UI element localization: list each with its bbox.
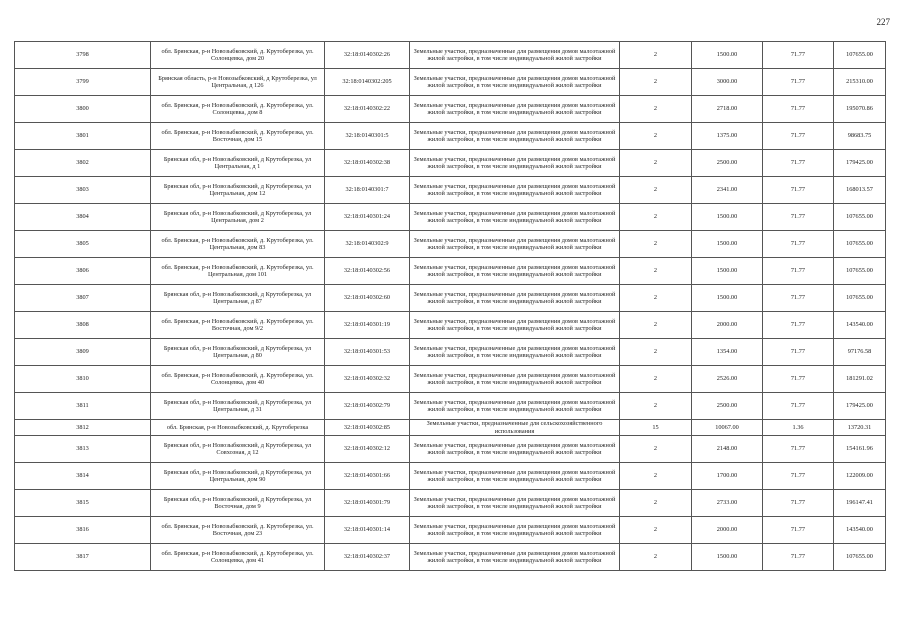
specific-value-cell: 71.77 (763, 204, 834, 231)
address-cell: Брянская обл, р-н Новозыбковский, д Крутоберезка, ул Центральная, дом 12 (151, 177, 325, 204)
record-number: 3816 (15, 517, 151, 544)
area-cell: 1500.00 (692, 42, 763, 69)
group-code: 2 (620, 96, 692, 123)
area-cell: 1500.00 (692, 285, 763, 312)
specific-value-cell: 71.77 (763, 366, 834, 393)
record-number: 3798 (15, 42, 151, 69)
group-code: 2 (620, 285, 692, 312)
cadastral-value-cell: 107655.00 (834, 285, 886, 312)
address-cell: обл. Брянская, р-н Новозыбковский, д. Крутоберезка, ул. Центральная, дом 83 (151, 231, 325, 258)
record-number: 3799 (15, 69, 151, 96)
area-cell: 1375.00 (692, 123, 763, 150)
land-use-category: Земельные участки, предназначенные для размещения домов малоэтажной жилой застройки, в том числе индивидуальной жилой застройки (410, 393, 620, 420)
area-cell: 1500.00 (692, 231, 763, 258)
group-code: 2 (620, 544, 692, 571)
group-code: 2 (620, 69, 692, 96)
land-use-category: Земельные участки, предназначенные для размещения домов малоэтажной жилой застройки, в том числе индивидуальной жилой застройки (410, 436, 620, 463)
land-use-category: Земельные участки, предназначенные для размещения домов малоэтажной жилой застройки, в том числе индивидуальной жилой застройки (410, 96, 620, 123)
area-cell: 10067.00 (692, 420, 763, 436)
land-use-category: Земельные участки, предназначенные для размещения домов малоэтажной жилой застройки, в том числе индивидуальной жилой застройки (410, 258, 620, 285)
address-cell: Брянская обл, р-н Новозыбковский, д Крутоберезка, ул Совхозная, д 12 (151, 436, 325, 463)
record-number: 3811 (15, 393, 151, 420)
record-number: 3814 (15, 463, 151, 490)
table-row (15, 42, 886, 69)
record-number: 3807 (15, 285, 151, 312)
specific-value-cell: 71.77 (763, 544, 834, 571)
cadastral-number: 32:18:0140301:14 (325, 517, 410, 544)
cadastral-value-cell: 98683.75 (834, 123, 886, 150)
table-row (15, 463, 886, 490)
area-cell: 1700.00 (692, 463, 763, 490)
cadastral-value-cell: 97176.58 (834, 339, 886, 366)
cadastral-number: 32:18:0140301:79 (325, 490, 410, 517)
land-use-category: Земельные участки, предназначенные для размещения домов малоэтажной жилой застройки, в том числе индивидуальной жилой застройки (410, 177, 620, 204)
table-row (15, 150, 886, 177)
specific-value-cell: 71.77 (763, 231, 834, 258)
land-use-category: Земельные участки, предназначенные для размещения домов малоэтажной жилой застройки, в том числе индивидуальной жилой застройки (410, 312, 620, 339)
address-cell: Брянская обл, р-н Новозыбковский, д Крутоберезка, ул Восточная, дом 9 (151, 490, 325, 517)
area-cell: 2500.00 (692, 393, 763, 420)
cadastral-value-cell: 215310.00 (834, 69, 886, 96)
area-cell: 2148.00 (692, 436, 763, 463)
cadastral-value-cell: 179425.00 (834, 150, 886, 177)
record-number: 3801 (15, 123, 151, 150)
land-use-category: Земельные участки, предназначенные для размещения домов малоэтажной жилой застройки, в том числе индивидуальной жилой застройки (410, 231, 620, 258)
specific-value-cell: 71.77 (763, 285, 834, 312)
cadastral-number: 32:18:0140302:79 (325, 393, 410, 420)
cadastral-value-cell: 154161.96 (834, 436, 886, 463)
table-row (15, 258, 886, 285)
land-use-category: Земельные участки, предназначенные для размещения домов малоэтажной жилой застройки, в том числе индивидуальной жилой застройки (410, 150, 620, 177)
table-row (15, 231, 886, 258)
cadastral-number: 32:18:0140301:7 (325, 177, 410, 204)
table-row (15, 366, 886, 393)
specific-value-cell: 71.77 (763, 258, 834, 285)
group-code: 2 (620, 150, 692, 177)
area-cell: 2000.00 (692, 517, 763, 544)
land-use-category: Земельные участки, предназначенные для размещения домов малоэтажной жилой застройки, в том числе индивидуальной жилой застройки (410, 42, 620, 69)
area-cell: 1354.00 (692, 339, 763, 366)
address-cell: обл. Брянская, р-н Новозыбковский, д. Крутоберезка, ул. Солонцевка, дом 20 (151, 42, 325, 69)
specific-value-cell: 71.77 (763, 96, 834, 123)
cadastral-number: 32:18:0140302:37 (325, 544, 410, 571)
record-number: 3804 (15, 204, 151, 231)
table-row (15, 544, 886, 571)
group-code: 2 (620, 339, 692, 366)
record-number: 3808 (15, 312, 151, 339)
area-cell: 2526.00 (692, 366, 763, 393)
area-cell: 2000.00 (692, 312, 763, 339)
address-cell: Брянская обл, р-н Новозыбковский, д Крутоберезка, ул Центральная, д 1 (151, 150, 325, 177)
cadastral-value-cell: 143540.00 (834, 517, 886, 544)
record-number: 3803 (15, 177, 151, 204)
group-code: 2 (620, 231, 692, 258)
address-cell: обл. Брянская, р-н Новозыбковский, д. Крутоберезка, ул. Солонцевка, дом 41 (151, 544, 325, 571)
group-code: 2 (620, 123, 692, 150)
group-code: 2 (620, 490, 692, 517)
land-use-category: Земельные участки, предназначенные для размещения домов малоэтажной жилой застройки, в том числе индивидуальной жилой застройки (410, 285, 620, 312)
table-row (15, 177, 886, 204)
record-number: 3810 (15, 366, 151, 393)
cadastral-number: 32:18:0140301:53 (325, 339, 410, 366)
cadastral-number: 32:18:0140302:32 (325, 366, 410, 393)
table-row (15, 312, 886, 339)
record-number: 3805 (15, 231, 151, 258)
cadastral-value-cell: 13720.31 (834, 420, 886, 436)
address-cell: Брянская обл, р-н Новозыбковский, д Крутоберезка, ул Центральная, д 80 (151, 339, 325, 366)
land-use-category: Земельные участки, предназначенные для сельскохозяйственного использования (410, 420, 620, 436)
cadastral-value-cell: 143540.00 (834, 312, 886, 339)
area-cell: 3000.00 (692, 69, 763, 96)
group-code: 2 (620, 366, 692, 393)
table-row (15, 436, 886, 463)
cadastral-number: 32:18:0140302:22 (325, 96, 410, 123)
address-cell: обл. Брянская, р-н Новозыбковский, д. Крутоберезка, ул. Восточная, дом 23 (151, 517, 325, 544)
record-number: 3800 (15, 96, 151, 123)
cadastral-value-cell: 181291.02 (834, 366, 886, 393)
cadastral-value-cell: 107655.00 (834, 204, 886, 231)
specific-value-cell: 71.77 (763, 177, 834, 204)
cadastral-number: 32:18:0140302:26 (325, 42, 410, 69)
area-cell: 2341.00 (692, 177, 763, 204)
address-cell: Брянская обл, р-н Новозыбковский, д Крутоберезка, ул Центральная, д 87 (151, 285, 325, 312)
cadastral-number: 32:18:0140302:60 (325, 285, 410, 312)
cadastral-number: 32:18:0140302:12 (325, 436, 410, 463)
land-registry-table (14, 41, 886, 571)
land-use-category: Земельные участки, предназначенные для размещения домов малоэтажной жилой застройки, в том числе индивидуальной жилой застройки (410, 544, 620, 571)
group-code: 2 (620, 312, 692, 339)
cadastral-value-cell: 122009.00 (834, 463, 886, 490)
cadastral-value-cell: 196147.41 (834, 490, 886, 517)
cadastral-value-cell: 195070.86 (834, 96, 886, 123)
cadastral-number: 32:18:0140302:85 (325, 420, 410, 436)
land-use-category: Земельные участки, предназначенные для размещения домов малоэтажной жилой застройки, в том числе индивидуальной жилой застройки (410, 517, 620, 544)
area-cell: 1500.00 (692, 258, 763, 285)
table-row (15, 517, 886, 544)
land-use-category: Земельные участки, предназначенные для размещения домов малоэтажной жилой застройки, в том числе индивидуальной жилой застройки (410, 69, 620, 96)
group-code: 2 (620, 42, 692, 69)
address-cell: Брянская обл, р-н Новозыбковский, д Крутоберезка, ул Центральная, дом 90 (151, 463, 325, 490)
area-cell: 1500.00 (692, 544, 763, 571)
group-code: 2 (620, 204, 692, 231)
specific-value-cell: 71.77 (763, 517, 834, 544)
address-cell: обл. Брянская, р-н Новозыбковский, д. Крутоберезка, ул. Восточная, дом 9/2 (151, 312, 325, 339)
group-code: 2 (620, 463, 692, 490)
address-cell: обл. Брянская, р-н Новозыбковский, д. Крутоберезка, ул. Солонцевка, дом 8 (151, 96, 325, 123)
specific-value-cell: 71.77 (763, 393, 834, 420)
page-number: 227 (876, 17, 890, 27)
group-code: 2 (620, 258, 692, 285)
cadastral-value-cell: 107655.00 (834, 231, 886, 258)
table-row (15, 123, 886, 150)
area-cell: 2733.00 (692, 490, 763, 517)
address-cell: Брянская область, р-н Новозыбковский, д Крутоберезка, ул Центральная, д 126 (151, 69, 325, 96)
specific-value-cell: 71.77 (763, 463, 834, 490)
record-number: 3813 (15, 436, 151, 463)
address-cell: Брянская обл, р-н Новозыбковский, д Крутоберезка, ул Центральная, д 31 (151, 393, 325, 420)
specific-value-cell: 71.77 (763, 150, 834, 177)
record-number: 3809 (15, 339, 151, 366)
cadastral-number: 32:18:0140301:24 (325, 204, 410, 231)
record-number: 3817 (15, 544, 151, 571)
cadastral-value-cell: 107655.00 (834, 42, 886, 69)
specific-value-cell: 71.77 (763, 312, 834, 339)
cadastral-number: 32:18:0140302:38 (325, 150, 410, 177)
specific-value-cell: 71.77 (763, 42, 834, 69)
record-number: 3802 (15, 150, 151, 177)
specific-value-cell: 71.77 (763, 69, 834, 96)
table-row (15, 285, 886, 312)
area-cell: 1500.00 (692, 204, 763, 231)
cadastral-number: 32:18:0140302:56 (325, 258, 410, 285)
cadastral-value-cell: 179425.00 (834, 393, 886, 420)
cadastral-value-cell: 168013.57 (834, 177, 886, 204)
land-use-category: Земельные участки, предназначенные для размещения домов малоэтажной жилой застройки, в том числе индивидуальной жилой застройки (410, 204, 620, 231)
group-code: 2 (620, 393, 692, 420)
specific-value-cell: 71.77 (763, 339, 834, 366)
specific-value-cell: 71.77 (763, 436, 834, 463)
cadastral-number: 32:18:0140301:66 (325, 463, 410, 490)
table-row (15, 393, 886, 420)
record-number: 3815 (15, 490, 151, 517)
table-row (15, 420, 886, 436)
table-row (15, 490, 886, 517)
specific-value-cell: 1.36 (763, 420, 834, 436)
cadastral-number: 32:18:0140302:205 (325, 69, 410, 96)
group-code: 15 (620, 420, 692, 436)
address-cell: обл. Брянская, р-н Новозыбковский, д. Крутоберезка, ул. Солонцевка, дом 40 (151, 366, 325, 393)
table-row (15, 339, 886, 366)
table-row (15, 204, 886, 231)
group-code: 2 (620, 436, 692, 463)
table-body (15, 42, 886, 571)
land-use-category: Земельные участки, предназначенные для размещения домов малоэтажной жилой застройки, в том числе индивидуальной жилой застройки (410, 339, 620, 366)
cadastral-value-cell: 107655.00 (834, 544, 886, 571)
group-code: 2 (620, 517, 692, 544)
group-code: 2 (620, 177, 692, 204)
address-cell: Брянская обл, р-н Новозыбковский, д Крутоберезка, ул Центральная, дом 2 (151, 204, 325, 231)
specific-value-cell: 71.77 (763, 490, 834, 517)
land-use-category: Земельные участки, предназначенные для размещения домов малоэтажной жилой застройки, в том числе индивидуальной жилой застройки (410, 366, 620, 393)
cadastral-value-cell: 107655.00 (834, 258, 886, 285)
record-number: 3806 (15, 258, 151, 285)
address-cell: обл. Брянская, р-н Новозыбковский, д. Крутоберезка, ул. Центральная, дом 101 (151, 258, 325, 285)
cadastral-number: 32:18:0140301:19 (325, 312, 410, 339)
cadastral-number: 32:18:0140301:5 (325, 123, 410, 150)
specific-value-cell: 71.77 (763, 123, 834, 150)
address-cell: обл. Брянская, р-н Новозыбковский, д. Крутоберезка (151, 420, 325, 436)
cadastral-number: 32:18:0140302:9 (325, 231, 410, 258)
table-row (15, 96, 886, 123)
land-use-category: Земельные участки, предназначенные для размещения домов малоэтажной жилой застройки, в том числе индивидуальной жилой застройки (410, 463, 620, 490)
address-cell: обл. Брянская, р-н Новозыбковский, д. Крутоберезка, ул. Восточная, дом 15 (151, 123, 325, 150)
area-cell: 2500.00 (692, 150, 763, 177)
land-use-category: Земельные участки, предназначенные для размещения домов малоэтажной жилой застройки, в том числе индивидуальной жилой застройки (410, 490, 620, 517)
land-use-category: Земельные участки, предназначенные для размещения домов малоэтажной жилой застройки, в том числе индивидуальной жилой застройки (410, 123, 620, 150)
area-cell: 2718.00 (692, 96, 763, 123)
table-row (15, 69, 886, 96)
record-number: 3812 (15, 420, 151, 436)
